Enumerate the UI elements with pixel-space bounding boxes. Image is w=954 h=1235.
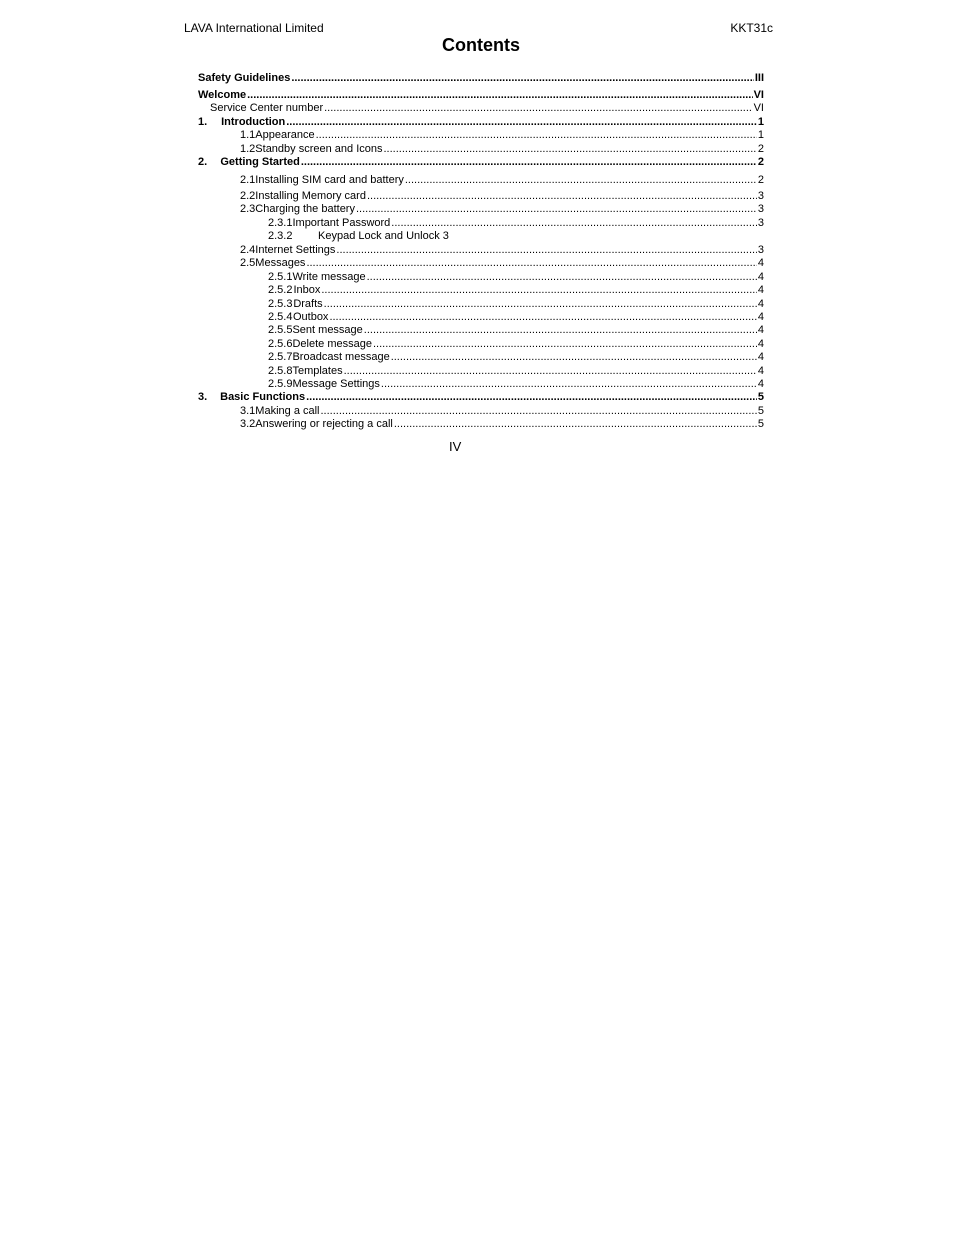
toc-page: 4 (757, 324, 764, 336)
toc-entry-drafts[interactable] (268, 297, 764, 311)
toc-label: Installing Memory card (255, 190, 366, 202)
toc-page: 4 (757, 378, 764, 390)
toc-page: 2 (757, 143, 764, 155)
toc-number: 2.5.8 (268, 365, 293, 377)
toc-label: Making a call (255, 405, 320, 417)
toc-leader (301, 155, 757, 169)
toc-page: 4 (757, 271, 764, 283)
toc-number: 2.5.1 (268, 271, 293, 283)
toc-page: 5 (757, 391, 764, 403)
toc-page: 4 (757, 351, 764, 363)
toc-page: 2 (757, 174, 764, 186)
toc-entry-appearance[interactable] (240, 128, 764, 142)
toc-leader (324, 101, 752, 115)
toc-number: 2. (198, 156, 208, 168)
toc-number: 2.2 (240, 190, 256, 202)
toc-entry-installing-sim[interactable] (240, 173, 764, 187)
footer-page-number: IV (449, 439, 462, 454)
toc-page: 4 (757, 257, 764, 269)
toc-label: Message Settings (292, 378, 380, 390)
toc-entry-installing-memory[interactable] (240, 189, 764, 203)
toc-label: Drafts (293, 298, 323, 310)
toc-label: Appearance (255, 129, 315, 141)
toc-number: 2.1 (240, 174, 256, 186)
toc-entry-templates[interactable] (268, 364, 764, 378)
toc-number: 2.5.5 (268, 324, 293, 336)
toc-leader (324, 297, 757, 311)
toc-entry-write-message[interactable] (268, 270, 764, 284)
toc-page: 4 (757, 365, 764, 377)
toc-number: 2.5 (240, 257, 256, 269)
toc-entry-important-password[interactable] (268, 216, 764, 230)
toc-entry-welcome[interactable] (198, 88, 764, 102)
toc-entry-sent-message[interactable] (268, 323, 764, 337)
toc-page: VI (753, 102, 764, 114)
toc-entry-basic-functions[interactable] (198, 390, 764, 404)
toc-leader (306, 390, 757, 404)
toc-label: Sent message (292, 324, 363, 336)
toc-page: 3 (757, 190, 764, 202)
toc-label: Charging the battery (255, 203, 355, 215)
toc-leader (329, 310, 756, 324)
toc-number: 3.2 (240, 418, 256, 430)
toc-leader (316, 128, 757, 142)
toc-leader (367, 189, 757, 203)
toc-page: 3 (757, 217, 764, 229)
toc-entry-getting-started[interactable] (198, 155, 764, 169)
toc-page: 3 (757, 244, 764, 256)
toc-number: 2.5.6 (268, 338, 293, 350)
toc-leader (405, 173, 757, 187)
toc-number: 2.3 (240, 203, 256, 215)
toc-number: 2.5.9 (268, 378, 293, 390)
toc-page: 2 (757, 156, 764, 168)
toc-entry-inbox[interactable] (268, 283, 764, 297)
toc-leader (367, 270, 757, 284)
toc-number: 2.3.2 (268, 230, 293, 242)
toc-page: 5 (757, 405, 764, 417)
toc-label: Safety Guidelines (198, 72, 291, 84)
toc-entry-standby-screen[interactable] (240, 142, 764, 156)
toc-number: 3. (198, 391, 208, 403)
toc-leader (344, 364, 757, 378)
header-model: KKT31c (730, 21, 773, 35)
toc-page: 1 (757, 116, 764, 128)
toc-number: 1.1 (240, 129, 256, 141)
toc-label: Installing SIM card and battery (255, 174, 404, 186)
toc-leader (391, 216, 757, 230)
toc-label: Delete message (292, 338, 372, 350)
toc-entry-answering-call[interactable] (240, 417, 764, 431)
toc-entry-message-settings[interactable] (268, 377, 764, 391)
toc-leader (336, 243, 756, 257)
toc-label: Getting Started (220, 156, 300, 168)
toc-label: Important Password (292, 217, 391, 229)
toc-leader (384, 142, 757, 156)
toc-leader (391, 350, 757, 364)
header-company: LAVA International Limited (184, 21, 324, 35)
toc-entry-making-call[interactable] (240, 404, 764, 418)
toc-label: Inbox (293, 284, 321, 296)
toc-label: Internet Settings (255, 244, 336, 256)
toc-number: 2.5.4 (268, 311, 293, 323)
toc-entry-charging-battery[interactable] (240, 202, 764, 216)
toc-entry-delete-message[interactable] (268, 337, 764, 351)
toc-entry-messages[interactable] (240, 256, 764, 270)
toc-page: 1 (757, 129, 764, 141)
toc-number: 3.1 (240, 405, 256, 417)
toc-page: III (754, 72, 764, 84)
toc-leader (291, 71, 754, 85)
toc-leader (381, 377, 757, 391)
toc-number: 1.2 (240, 143, 256, 155)
toc-leader (394, 417, 757, 431)
toc-leader (373, 337, 757, 351)
toc-number: 2.5.2 (268, 284, 293, 296)
toc-label: Templates (292, 365, 343, 377)
toc-leader (247, 88, 753, 102)
toc-label: Service Center number (210, 102, 324, 114)
toc-entry-broadcast-message[interactable] (268, 350, 764, 364)
toc-label: Welcome (198, 89, 247, 101)
toc-entry-keypad-lock[interactable] (268, 229, 764, 243)
toc-number: 2.5.3 (268, 298, 293, 310)
page-title: Contents (442, 35, 520, 55)
toc-number: 2.5.7 (268, 351, 293, 363)
toc-entry-outbox[interactable] (268, 310, 764, 324)
toc-label: Keypad Lock and Unlock 3 (318, 230, 449, 242)
toc-label: Broadcast message (292, 351, 390, 363)
toc-page: 5 (757, 418, 764, 430)
toc-label: Outbox (292, 311, 329, 323)
toc-entry-service-center[interactable] (210, 101, 764, 115)
toc-leader (356, 202, 757, 216)
toc-number: 2.3.1 (268, 217, 293, 229)
toc-leader (321, 404, 757, 418)
toc-label: Answering or rejecting a call (255, 418, 393, 430)
toc-label: Basic Functions (220, 391, 306, 403)
toc-leader (364, 323, 757, 337)
toc-page: 3 (757, 203, 764, 215)
toc-page: 4 (757, 298, 764, 310)
toc-entry-internet-settings[interactable] (240, 243, 764, 257)
toc-number: 1. (198, 116, 208, 128)
toc-page: 4 (757, 311, 764, 323)
toc-label: Introduction (221, 116, 286, 128)
toc-label: Standby screen and Icons (255, 143, 383, 155)
toc-leader (306, 256, 756, 270)
toc-page: 4 (757, 338, 764, 350)
toc-label: Messages (255, 257, 306, 269)
toc-page: VI (753, 89, 764, 101)
toc-number: 2.4 (240, 244, 256, 256)
toc-entry-safety-guidelines[interactable] (198, 71, 764, 85)
toc-entry-introduction[interactable] (198, 115, 764, 129)
toc-label: Write message (292, 271, 366, 283)
toc-leader (321, 283, 757, 297)
toc-leader (286, 115, 757, 129)
toc-page: 4 (757, 284, 764, 296)
